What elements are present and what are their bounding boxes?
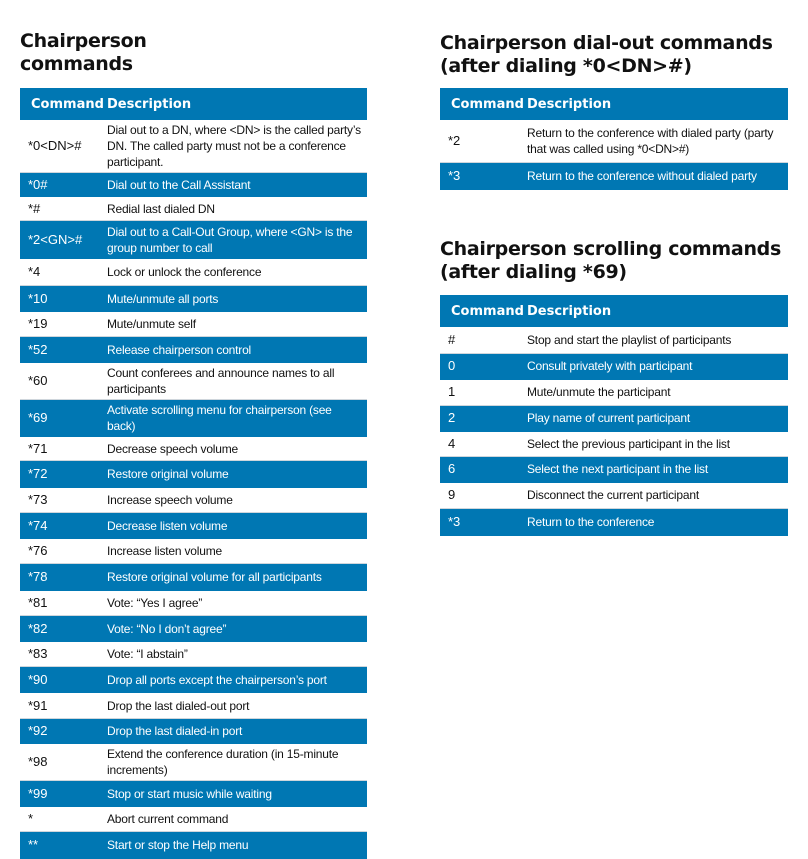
table-row (20, 461, 367, 488)
title-line: (after dialing *69) (440, 261, 627, 283)
description-cell: Vote: “No I don’t agree” (107, 616, 367, 642)
table-row (20, 120, 367, 173)
description-cell: Restore original volume for all participants (107, 564, 367, 591)
command-cell: *60 (20, 363, 107, 400)
table-row (440, 456, 788, 482)
title-line: (after dialing *0<DN>#) (440, 55, 692, 77)
command-column-header: Command (440, 295, 527, 327)
table-row (20, 197, 367, 221)
table-row (20, 807, 367, 832)
description-cell: Vote: “Yes I agree” (107, 591, 367, 616)
table-row (440, 353, 788, 379)
table-row (20, 781, 367, 807)
command-cell: *10 (20, 286, 107, 312)
table-row (20, 591, 367, 616)
command-cell: *2 (440, 120, 527, 162)
description-cell: Return to the conference (527, 508, 788, 535)
table-row (20, 564, 367, 591)
table-row (20, 221, 367, 259)
description-cell: Select the next participant in the list (527, 456, 788, 482)
command-column-header: Command (20, 88, 107, 120)
description-cell: Drop all ports except the chairperson’s port (107, 667, 367, 693)
command-cell: *99 (20, 781, 107, 807)
description-cell: Return to the conference with dialed party (party that was called using *0<DN>#) (527, 120, 788, 162)
command-cell: 2 (440, 405, 527, 431)
table-header-row (20, 88, 367, 120)
section-title (20, 30, 147, 76)
description-cell: Decrease listen volume (107, 513, 367, 539)
command-column-header: Command (440, 88, 527, 120)
description-cell: Increase speech volume (107, 488, 367, 513)
scrolling-commands-table (440, 295, 788, 536)
command-cell: *81 (20, 591, 107, 616)
description-cell: Start or stop the Help menu (107, 832, 367, 859)
command-cell: ** (20, 832, 107, 859)
description-column-header: Description (107, 88, 367, 120)
table-row (440, 327, 788, 353)
command-cell: 9 (440, 482, 527, 508)
table-row (20, 173, 367, 197)
command-cell: *76 (20, 539, 107, 564)
command-cell: *91 (20, 693, 107, 719)
command-cell: # (440, 327, 527, 353)
description-cell: Drop the last dialed-out port (107, 693, 367, 719)
command-cell: *2<GN># (20, 221, 107, 259)
table-row (440, 482, 788, 508)
chairperson-commands-section (20, 30, 147, 76)
command-cell: 1 (440, 379, 527, 405)
description-cell: Vote: “I abstain” (107, 642, 367, 667)
command-cell: *19 (20, 312, 107, 337)
table-row (20, 312, 367, 337)
table-row (440, 508, 788, 535)
description-cell: Return to the conference without dialed party (527, 162, 788, 189)
table-header-row (440, 88, 788, 120)
command-cell: *# (20, 197, 107, 221)
description-cell: Count conferees and announce names to all participants (107, 363, 367, 400)
command-cell: *0# (20, 173, 107, 197)
description-cell: Dial out to the Call Assistant (107, 173, 367, 197)
description-cell: Select the previous participant in the list (527, 431, 788, 456)
command-cell: *3 (440, 508, 527, 535)
section-title (440, 32, 773, 78)
command-cell: *3 (440, 162, 527, 189)
command-cell: *0<DN># (20, 120, 107, 173)
title-line: Chairperson dial-out commands (440, 32, 773, 54)
table-row (20, 693, 367, 719)
command-cell: *92 (20, 719, 107, 744)
table-row (20, 488, 367, 513)
command-cell: *69 (20, 400, 107, 437)
description-cell: Drop the last dialed-in port (107, 719, 367, 744)
table-row (20, 513, 367, 539)
description-column-header: Description (527, 295, 788, 327)
table-row (20, 400, 367, 437)
description-cell: Disconnect the current participant (527, 482, 788, 508)
command-cell: 0 (440, 353, 527, 379)
description-cell: Play name of current participant (527, 405, 788, 431)
command-cell: *98 (20, 744, 107, 781)
table-row (20, 744, 367, 781)
description-cell: Release chairperson control (107, 337, 367, 363)
command-cell: *78 (20, 564, 107, 591)
description-cell: Extend the conference duration (in 15-minute increments) (107, 744, 367, 781)
command-cell: *74 (20, 513, 107, 539)
scrolling-commands-section (440, 238, 781, 284)
title-line: Chairperson (20, 30, 147, 52)
table-row (20, 616, 367, 642)
command-cell: *71 (20, 437, 107, 461)
description-cell: Lock or unlock the conference (107, 259, 367, 286)
table-row (440, 405, 788, 431)
command-cell: * (20, 807, 107, 832)
description-cell: Restore original volume (107, 461, 367, 488)
chairperson-commands-table (20, 88, 367, 859)
command-cell: *52 (20, 337, 107, 363)
table-row (440, 379, 788, 405)
dialout-commands-section (440, 32, 773, 78)
command-cell: *73 (20, 488, 107, 513)
table-row (20, 259, 367, 286)
description-cell: Activate scrolling menu for chairperson (see back) (107, 400, 367, 437)
table-row (440, 431, 788, 456)
description-cell: Increase listen volume (107, 539, 367, 564)
description-cell: Stop and start the playlist of participants (527, 327, 788, 353)
command-cell: *72 (20, 461, 107, 488)
description-cell: Dial out to a Call-Out Group, where <GN> is the group number to call (107, 221, 367, 259)
description-cell: Mute/unmute the participant (527, 379, 788, 405)
description-cell: Mute/unmute all ports (107, 286, 367, 312)
table-row (20, 667, 367, 693)
table-header-row (440, 295, 788, 327)
description-cell: Abort current command (107, 807, 367, 832)
table-row (20, 337, 367, 363)
dialout-commands-table (440, 88, 788, 190)
description-cell: Stop or start music while waiting (107, 781, 367, 807)
title-line: commands (20, 53, 133, 75)
description-column-header: Description (527, 88, 788, 120)
section-title (440, 238, 781, 284)
title-line: Chairperson scrolling commands (440, 238, 781, 260)
description-cell: Decrease speech volume (107, 437, 367, 461)
table-row (20, 719, 367, 744)
table-row (20, 642, 367, 667)
command-cell: *82 (20, 616, 107, 642)
command-cell: *4 (20, 259, 107, 286)
command-cell: 4 (440, 431, 527, 456)
command-cell: *83 (20, 642, 107, 667)
description-cell: Dial out to a DN, where <DN> is the called party’s DN. The called party must not be a conference participant. (107, 120, 367, 173)
command-cell: *90 (20, 667, 107, 693)
table-row (20, 286, 367, 312)
command-cell: 6 (440, 456, 527, 482)
table-row (20, 437, 367, 461)
table-row (20, 539, 367, 564)
description-cell: Mute/unmute self (107, 312, 367, 337)
description-cell: Redial last dialed DN (107, 197, 367, 221)
table-row (440, 162, 788, 189)
table-row (20, 832, 367, 859)
table-row (440, 120, 788, 162)
table-row (20, 363, 367, 400)
description-cell: Consult privately with participant (527, 353, 788, 379)
